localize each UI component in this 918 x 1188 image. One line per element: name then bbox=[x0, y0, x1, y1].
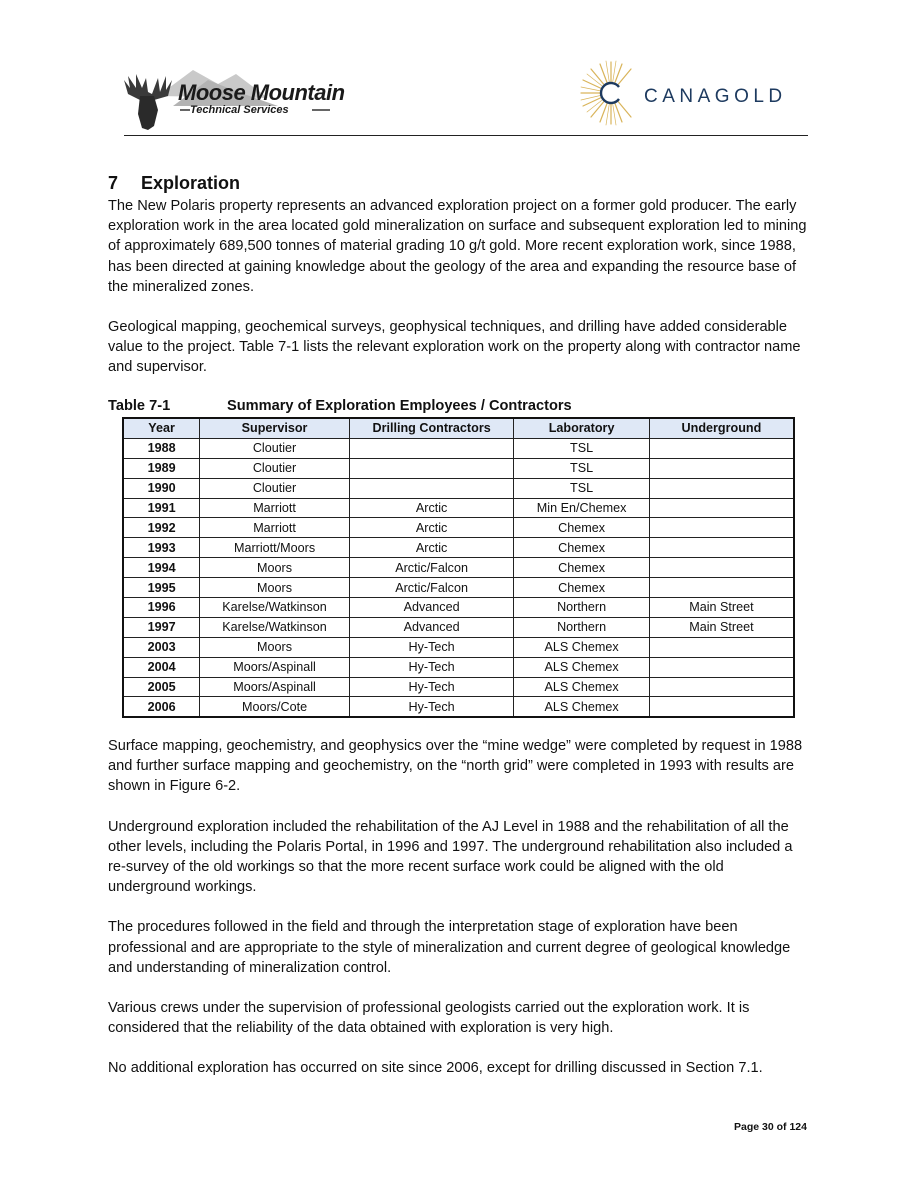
drilling-cell: Hy-Tech bbox=[349, 637, 513, 657]
table-row bbox=[123, 578, 794, 598]
laboratory-cell: Chemex bbox=[514, 538, 650, 558]
exploration-table bbox=[122, 417, 795, 718]
closing-content bbox=[108, 736, 808, 1079]
table-row bbox=[123, 518, 794, 538]
year-cell: 1993 bbox=[123, 538, 200, 558]
supervisor-cell: Karelse/Watkinson bbox=[200, 617, 350, 637]
laboratory-cell: TSL bbox=[514, 458, 650, 478]
year-cell: 2003 bbox=[123, 637, 200, 657]
underground-cell bbox=[649, 458, 794, 478]
underground-cell bbox=[649, 657, 794, 677]
sunburst-icon bbox=[580, 60, 642, 126]
moose-mountain-logo bbox=[118, 66, 348, 132]
drilling-cell bbox=[349, 438, 513, 458]
year-cell: 2006 bbox=[123, 697, 200, 717]
column-header: Supervisor bbox=[200, 418, 350, 438]
laboratory-cell: TSL bbox=[514, 438, 650, 458]
table-row bbox=[123, 637, 794, 657]
table-row bbox=[123, 598, 794, 618]
paragraph: Surface mapping, geochemistry, and geophysics over the “mine wedge” were completed by request in 1988 and further surface mapping and geochemistry, on the “north grid” were completed in 1993 with results are shown in Figure 6-2. bbox=[108, 738, 803, 795]
year-cell: 1994 bbox=[123, 558, 200, 578]
table-row bbox=[123, 478, 794, 498]
laboratory-cell: ALS Chemex bbox=[514, 657, 650, 677]
supervisor-cell: Karelse/Watkinson bbox=[200, 598, 350, 618]
table-row bbox=[123, 697, 794, 717]
drilling-cell: Advanced bbox=[349, 598, 513, 618]
underground-cell bbox=[649, 558, 794, 578]
supervisor-cell: Marriott bbox=[200, 518, 350, 538]
laboratory-cell: Northern bbox=[514, 598, 650, 618]
paragraph: The New Polaris property represents an advanced exploration project on a former gold producer. The early exploration work in the area located gold mineralization on surface and subsequent exploration led to mining of approximately 689,500 tonnes of material grading 10 g/t gold. More recent exploration work, since 1988, has been directed at gaining knowledge about the geology of the area and expanding the resource base of the mineralized zones. bbox=[108, 198, 807, 295]
supervisor-cell: Moors/Aspinall bbox=[200, 677, 350, 697]
underground-cell bbox=[649, 697, 794, 717]
supervisor-cell: Cloutier bbox=[200, 478, 350, 498]
drilling-cell: Arctic bbox=[349, 518, 513, 538]
header-divider bbox=[124, 135, 808, 136]
table-row bbox=[123, 657, 794, 677]
drilling-cell: Advanced bbox=[349, 617, 513, 637]
drilling-cell: Arctic bbox=[349, 498, 513, 518]
underground-cell: Main Street bbox=[649, 598, 794, 618]
page-number: Page 30 of 124 bbox=[734, 1121, 807, 1133]
table-label: Table 7-1 bbox=[108, 398, 171, 414]
year-cell: 1995 bbox=[123, 578, 200, 598]
paragraph: No additional exploration has occurred on site since 2006, except for drilling discussed in Section 7.1. bbox=[108, 1060, 763, 1077]
laboratory-cell: ALS Chemex bbox=[514, 677, 650, 697]
laboratory-cell: Chemex bbox=[514, 578, 650, 598]
supervisor-cell: Moors bbox=[200, 578, 350, 598]
table-row bbox=[123, 677, 794, 697]
table-row bbox=[123, 538, 794, 558]
supervisor-cell: Cloutier bbox=[200, 458, 350, 478]
underground-cell bbox=[649, 538, 794, 558]
supervisor-cell: Marriott bbox=[200, 498, 350, 518]
supervisor-cell: Moors/Aspinall bbox=[200, 657, 350, 677]
moose-mountain-name: Moose Mountain bbox=[178, 80, 345, 105]
laboratory-cell: ALS Chemex bbox=[514, 697, 650, 717]
canagold-name: CANAGOLD bbox=[644, 86, 787, 107]
drilling-cell: Hy-Tech bbox=[349, 657, 513, 677]
year-cell: 1989 bbox=[123, 458, 200, 478]
paragraph: Geological mapping, geochemical surveys, geophysical techniques, and drilling have added considerable value to the project. Table 7-1 lists the relevant exploration work on the property along with contractor name and supervisor. bbox=[108, 319, 801, 376]
laboratory-cell: TSL bbox=[514, 478, 650, 498]
table-caption bbox=[108, 398, 572, 414]
year-cell: 1990 bbox=[123, 478, 200, 498]
drilling-cell: Hy-Tech bbox=[349, 697, 513, 717]
table-row bbox=[123, 458, 794, 478]
supervisor-cell: Moors bbox=[200, 637, 350, 657]
drilling-cell: Arctic/Falcon bbox=[349, 558, 513, 578]
drilling-cell: Arctic/Falcon bbox=[349, 578, 513, 598]
section-number: 7 bbox=[108, 173, 119, 193]
year-cell: 1992 bbox=[123, 518, 200, 538]
column-header: Laboratory bbox=[514, 418, 650, 438]
year-cell: 1988 bbox=[123, 438, 200, 458]
laboratory-cell: Min En/Chemex bbox=[514, 498, 650, 518]
underground-cell bbox=[649, 578, 794, 598]
drilling-cell bbox=[349, 458, 513, 478]
underground-cell bbox=[649, 438, 794, 458]
column-header: Drilling Contractors bbox=[349, 418, 513, 438]
underground-cell bbox=[649, 518, 794, 538]
moose-mountain-subtitle: Technical Services bbox=[190, 104, 289, 116]
year-cell: 1996 bbox=[123, 598, 200, 618]
drilling-cell: Hy-Tech bbox=[349, 677, 513, 697]
table-row bbox=[123, 498, 794, 518]
underground-cell bbox=[649, 677, 794, 697]
table-title: Summary of Exploration Employees / Contractors bbox=[227, 398, 572, 414]
drilling-cell bbox=[349, 478, 513, 498]
supervisor-cell: Moors/Cote bbox=[200, 697, 350, 717]
year-cell: 1991 bbox=[123, 498, 200, 518]
page-header bbox=[108, 56, 808, 136]
underground-cell: Main Street bbox=[649, 617, 794, 637]
section-title: Exploration bbox=[141, 173, 241, 193]
section-content bbox=[108, 170, 808, 378]
underground-cell bbox=[649, 498, 794, 518]
year-cell: 2004 bbox=[123, 657, 200, 677]
table-row bbox=[123, 558, 794, 578]
paragraph: The procedures followed in the field and through the interpretation stage of exploration have been professional and are appropriate to the style of mineralization and current degree of geological knowledge and understanding of mineralization control. bbox=[108, 919, 791, 976]
column-header: Underground bbox=[649, 418, 794, 438]
year-cell: 2005 bbox=[123, 677, 200, 697]
table-header-row bbox=[123, 418, 794, 438]
drilling-cell: Arctic bbox=[349, 538, 513, 558]
underground-cell bbox=[649, 637, 794, 657]
supervisor-cell: Moors bbox=[200, 558, 350, 578]
section-heading bbox=[108, 170, 808, 196]
year-cell: 1997 bbox=[123, 617, 200, 637]
laboratory-cell: Chemex bbox=[514, 518, 650, 538]
laboratory-cell: Chemex bbox=[514, 558, 650, 578]
laboratory-cell: ALS Chemex bbox=[514, 637, 650, 657]
supervisor-cell: Cloutier bbox=[200, 438, 350, 458]
laboratory-cell: Northern bbox=[514, 617, 650, 637]
column-header: Year bbox=[123, 418, 200, 438]
supervisor-cell: Marriott/Moors bbox=[200, 538, 350, 558]
paragraph: Underground exploration included the rehabilitation of the AJ Level in 1988 and the rehabilitation of all the other levels, including the Polaris Portal, in 1996 and 1997. The underground rehabilitation also included a re-survey of the old workings so that the more recent surface work could be aligned with the old underground workings. bbox=[108, 818, 793, 896]
canagold-logo bbox=[580, 60, 808, 126]
table-row bbox=[123, 438, 794, 458]
table-row bbox=[123, 617, 794, 637]
paragraph: Various crews under the supervision of professional geologists carried out the exploration work. It is considered that the reliability of the data obtained with exploration is very high. bbox=[108, 1000, 750, 1037]
underground-cell bbox=[649, 478, 794, 498]
